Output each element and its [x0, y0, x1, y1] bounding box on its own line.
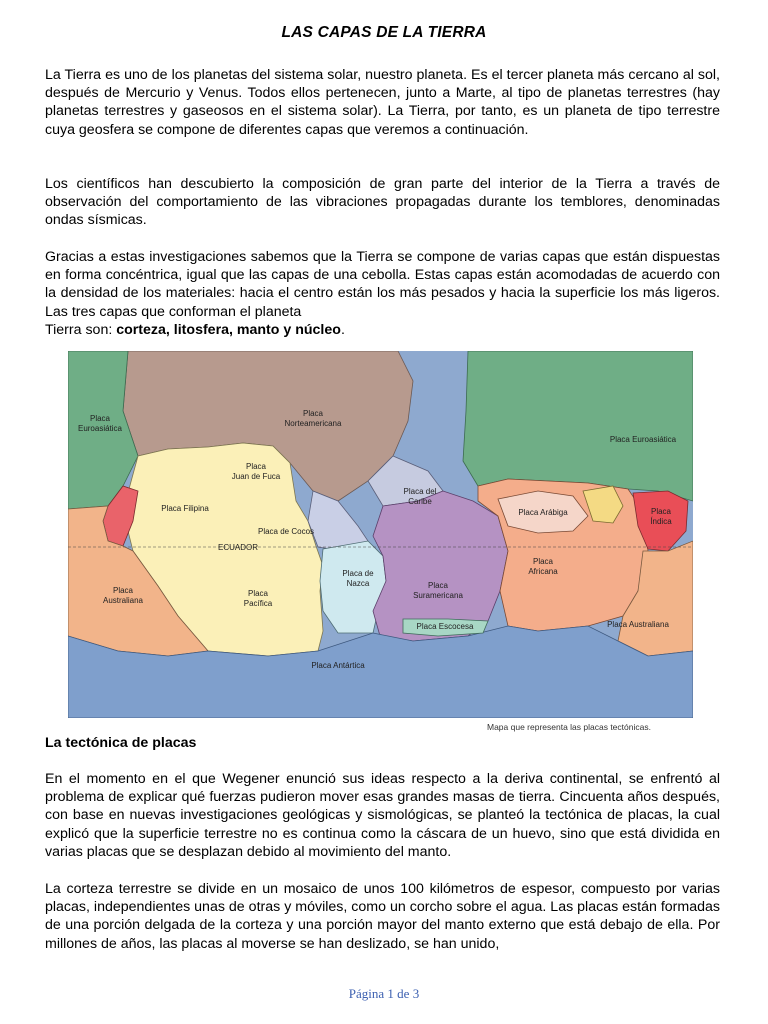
label-australiana-left-1: Placa [112, 586, 134, 595]
label-arabiga: Placa Arábiga [518, 508, 568, 517]
suramericana-plate [373, 491, 508, 641]
label-ecuador: ECUADOR [217, 543, 259, 552]
layers-prefix: Tierra son: [45, 321, 117, 338]
label-australiana-left-2: Australiana [102, 596, 144, 605]
label-australiana-right: Placa Australiana [607, 620, 669, 629]
label-pacifica-1: Placa [247, 589, 269, 598]
label-escocesa: Placa Escocesa [416, 622, 474, 631]
label-caribe-2: Caribe [408, 497, 432, 506]
euroasiatica-right-plate [463, 351, 693, 501]
layers-list: corteza, litosfera, manto y núcleo [116, 321, 341, 338]
svg-text:PlacaÍndica [650, 507, 672, 526]
page-footer: Página 1 de 3 [348, 986, 420, 1001]
page-title: LAS CAPAS DE LA TIERRA [281, 24, 487, 41]
map-caption: Mapa que representa las placas tectónicas. [487, 722, 651, 732]
label-cocos: Placa de Cocos [257, 527, 315, 536]
scientists-paragraph: Los científicos han descubierto la composición de gran parte del interior de la Tierra a través de observación del comportamiento de las vibraciones propagadas durante los temblores, denominadas ondas sísmicas. [45, 176, 720, 229]
label-nazca-1: Placa de [342, 569, 374, 578]
label-juan-de-fuca-2: Juan de Fuca [231, 472, 281, 481]
label-nazca-2: Nazca [346, 579, 370, 588]
label-euro-left-1: Placa [89, 414, 111, 423]
label-africana-1: Placa [532, 557, 554, 566]
tectonic-plates-map [68, 351, 693, 718]
section-heading: La tectónica de placas [45, 735, 197, 751]
label-filipina: Placa Filipina [161, 504, 209, 513]
label-africana-2: Africana [528, 567, 558, 576]
label-euro-right: Placa Euroasiática [609, 435, 677, 444]
label-suramericana-1: Placa [427, 581, 449, 590]
label-indica-1: Placa [650, 507, 672, 516]
layers-paragraph [45, 248, 720, 339]
label-antartica: Placa Antártica [311, 661, 365, 670]
label-euro-left-2: Euroasiática [77, 424, 123, 433]
label-pacifica-2: Pacífica [243, 599, 273, 608]
label-indica-2: Índica [650, 517, 672, 526]
label-juan-de-fuca-1: Placa [245, 462, 267, 471]
crust-paragraph: La corteza terrestre se divide en un mosaico de unos 100 kilómetros de espesor, compuesto por varias placas, independientes unas de otras y móviles, como un corcho sobre el agua. Las placas están formadas de una porción delgada de la corteza y una porción mayor del manto externo que está debajo de ella. Por millones de años, las placas al moverse se han deslizado, se han unido, [45, 881, 720, 952]
label-norteamericana-1: Placa [302, 409, 324, 418]
layers-text: Gracias a estas investigaciones sabemos que la Tierra se compone de varias capas que están dispuestas en forma concéntrica, igual que las capas de una cebolla. Estas capas están acomodadas de acuerdo con la densidad de los materiales: hacia el centro están los más pesados y hacia la superficie los más ligeros. Las tres capas que conforman el planeta [45, 249, 720, 320]
svg-text:Placa delCaribe [404, 487, 437, 506]
label-norteamericana-2: Norteamericana [284, 419, 342, 428]
layers-suffix: . [340, 321, 345, 338]
label-caribe-1: Placa del [403, 487, 437, 496]
intro-paragraph: La Tierra es uno de los planetas del sistema solar, nuestro planeta. Es el tercer planeta más cercano al sol, después de Mercurio y Venus. Todos ellos pertenecen, junto a Marte, al tipo de planetas terrestres (hay planetas terrestres y gaseosos en el sistema solar). La Tierra, por tanto, es un planeta de tipo terrestre cuya geosfera se compone de diferentes capas que veremos a continuación. [45, 67, 720, 138]
label-suramericana-2: Suramericana [413, 591, 463, 600]
wegener-paragraph: En el momento en el que Wegener enunció sus ideas respecto a la deriva continental, se enfrentó al problema de explicar qué fuerzas pudieron mover esas grandes masas de tierra. Cincuenta años después, con base en nuevas investigaciones geológicas y sismológicas, se planteó la tectónica de placas, la cual explicó que la superficie terrestre no es continua como la cáscara de un huevo, sino que está dividida en varias placas que se desplazan debido al movimiento del manto. [45, 771, 720, 860]
